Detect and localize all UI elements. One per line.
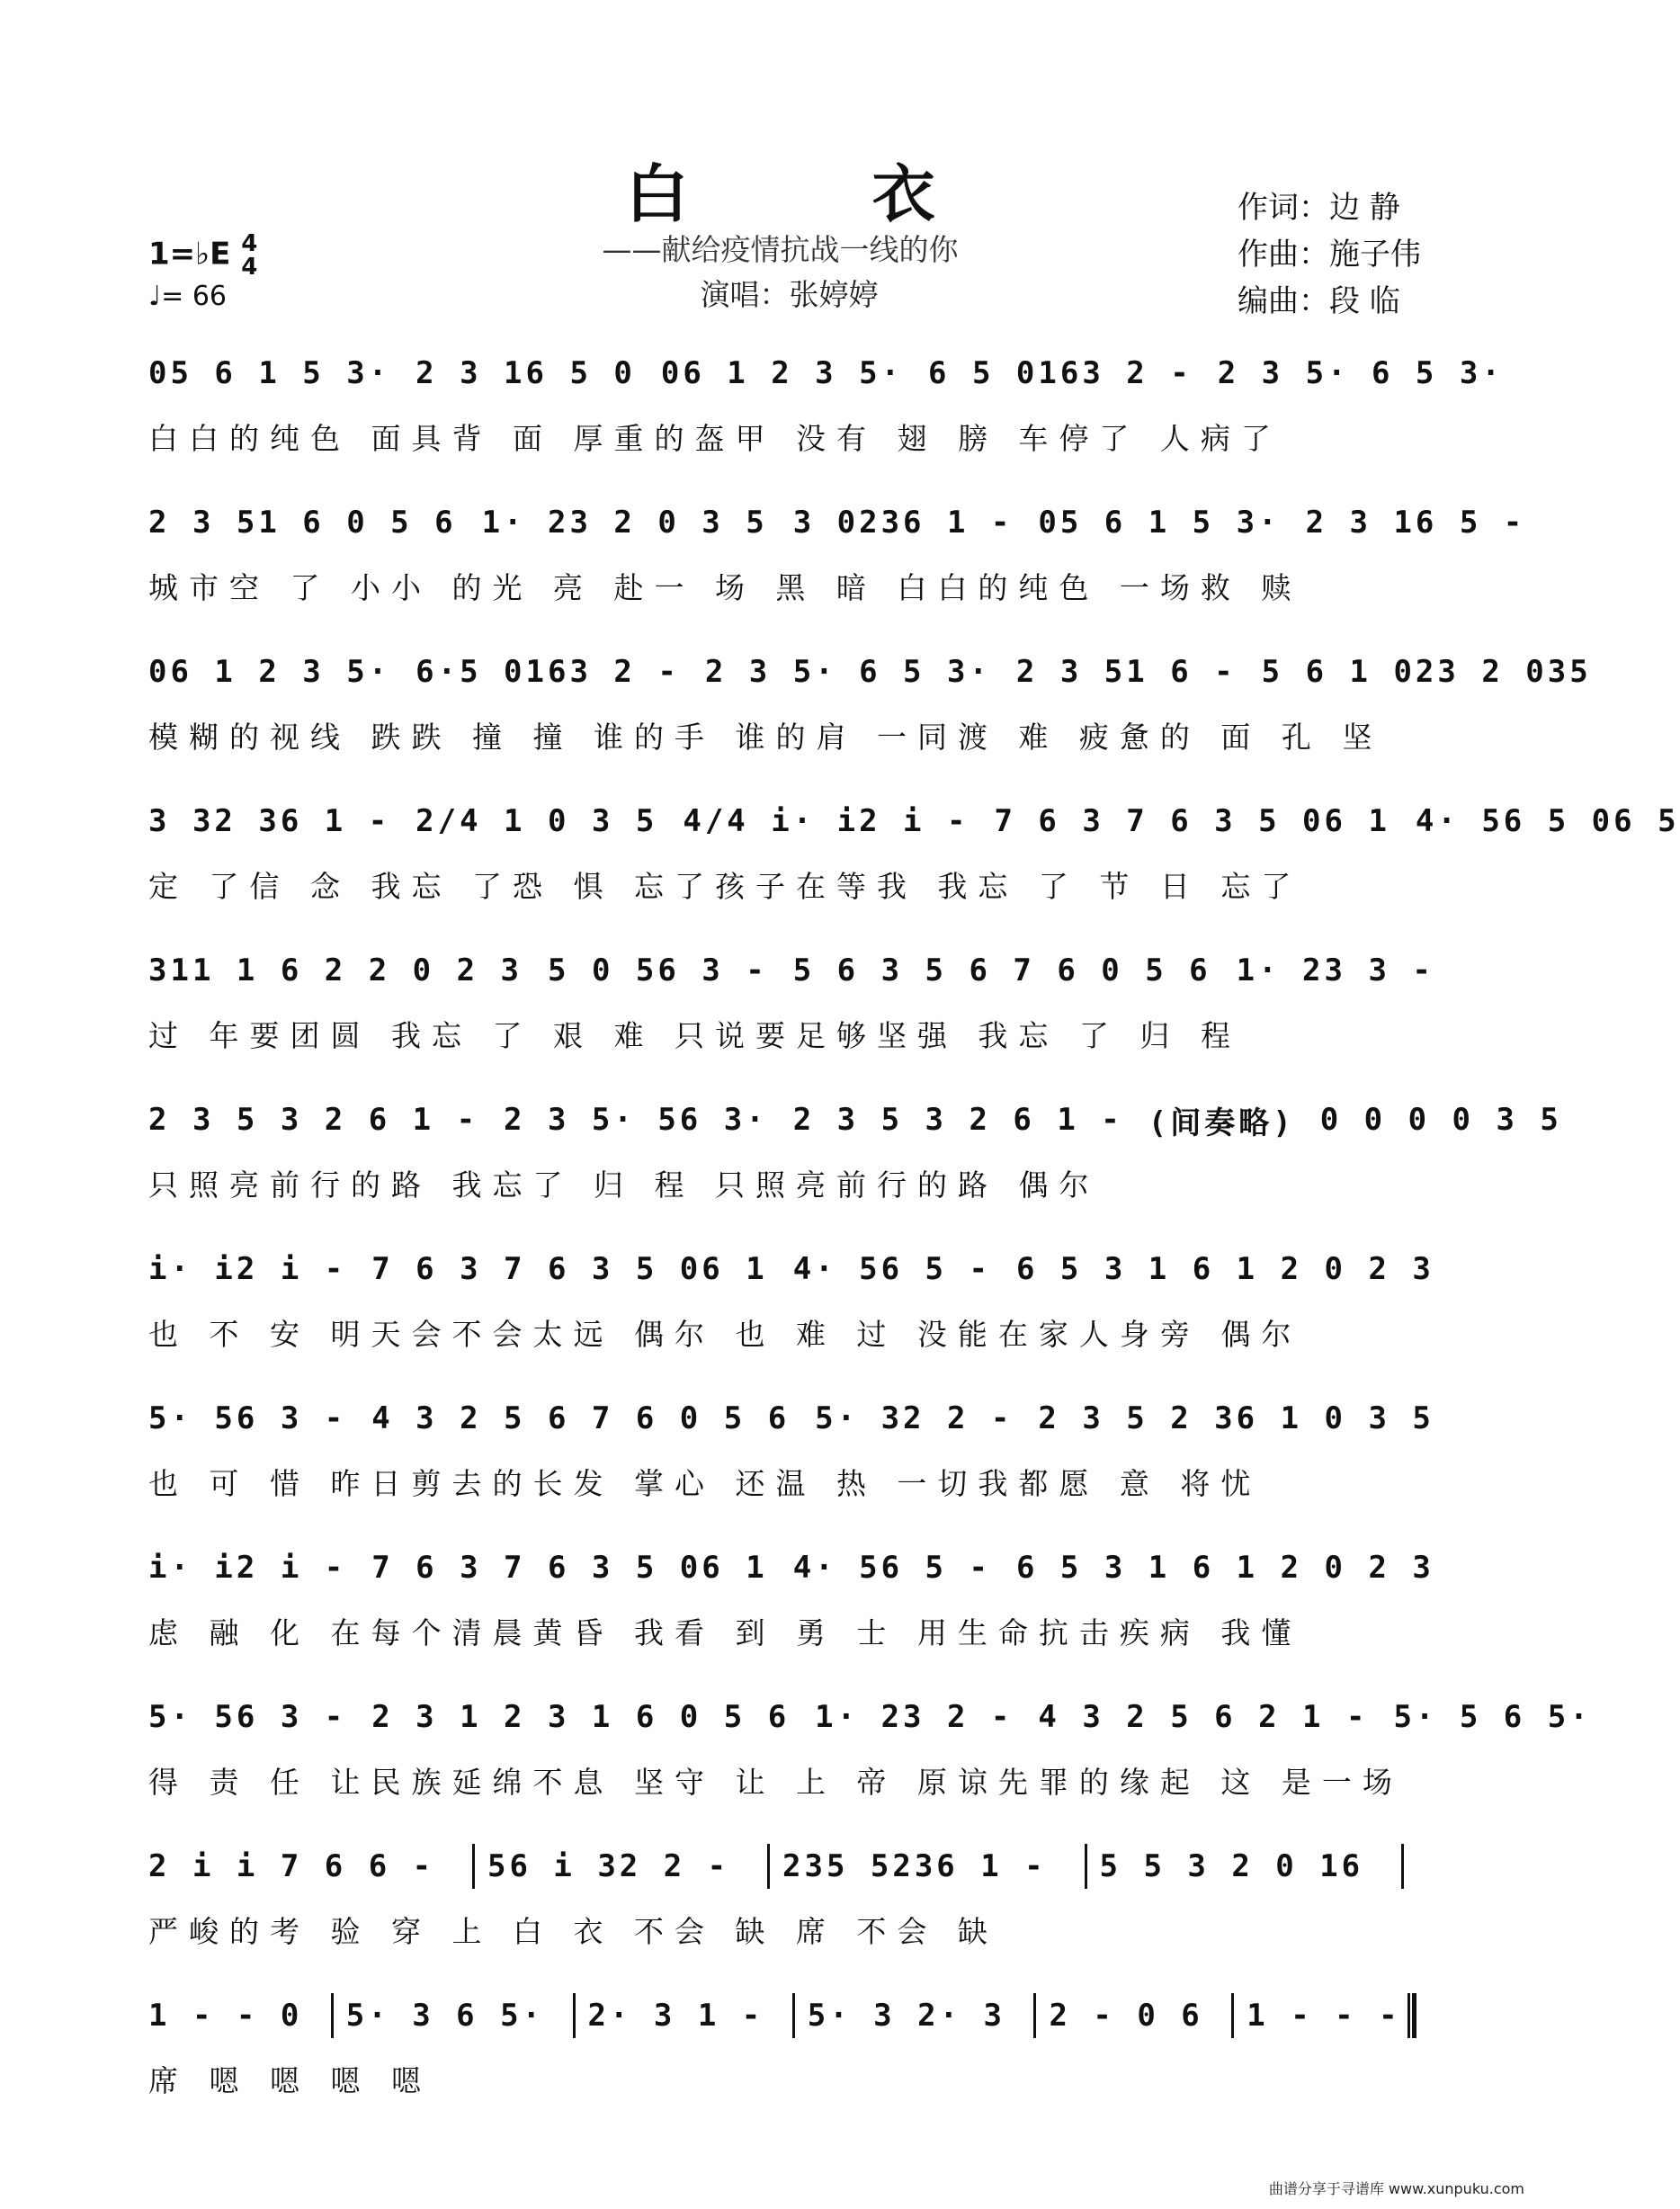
barline: [1033, 1993, 1036, 2038]
notation-line: [148, 1097, 1562, 1142]
measure: 6 5 0163 2 -: [928, 355, 1193, 391]
measure: 5· 3 2· 3: [807, 1998, 1005, 2034]
measure: 5· 32 2 -: [815, 1400, 1014, 1436]
measure: 1 - - 0: [148, 1998, 303, 2034]
measure: 56 i 32 2 -: [487, 1848, 730, 1884]
barline: [1085, 1844, 1087, 1889]
lyrics-line: 只照亮前行的路 我忘了 归 程 只照亮前行的路 偶尔: [148, 1167, 1100, 1203]
measure: 2 3 1 2 3 1 6 0 5 6: [371, 1699, 791, 1735]
lyrics-line: 也 可 惜 昨日剪去的长发 掌心 还温 热 一切我都愿 意 将忧: [148, 1466, 1262, 1501]
measure: 3 32 36 1 -: [148, 803, 391, 839]
measure: 1· 23 3 -: [1236, 952, 1434, 988]
notation-line: [148, 1993, 1416, 2038]
measure: 2 3 5 3 2 6 1 -: [148, 1102, 479, 1138]
measure: 6·5 0163 2 -: [416, 654, 680, 690]
lyricist-credit: 作词：边 静: [1238, 190, 1400, 226]
measure: 2· 3 1 -: [587, 1998, 764, 2034]
lyrics-line: 得 责 任 让民族延绵不息 坚守 让 上 帝 原谅先罪的缘起 这 是一场: [148, 1765, 1403, 1800]
measure: 2 3 5· 56 3·: [504, 1102, 768, 1138]
measure: 2 3 5· 6 5 3·: [704, 654, 991, 690]
lyrics-line: 也 不 安 明天会不会太远 偶尔 也 难 过 没能在家人身旁 偶尔: [148, 1317, 1302, 1352]
measure: 6 5 3 1 6 1 2 0 2 3: [1015, 1550, 1434, 1586]
notation-line: [148, 500, 1526, 545]
time-top: 4: [241, 230, 258, 257]
credits-block: [1238, 184, 1421, 325]
measure: 5· 56 3 -: [148, 1699, 347, 1735]
tempo-marking: ♩= 66: [148, 281, 227, 312]
measure: 7 6 3 7 6 3 5 06 1: [994, 803, 1390, 839]
notation-line: [148, 1396, 1434, 1441]
measure: 2 i i 7 6 6 -: [148, 1848, 435, 1884]
notation-line: [148, 1695, 1592, 1739]
measure: 06 1 2 3 5·: [148, 654, 391, 690]
measure: 311 1 6 2 2 0 2 3: [148, 952, 523, 988]
measure: 05 6 1 5 3·: [1038, 505, 1281, 541]
barline: [1231, 1993, 1234, 2038]
singer-credit: 演唱：张婷婷: [700, 277, 879, 312]
time-signature: [241, 232, 257, 279]
measure: 1· 23 2 0 3 5: [481, 505, 768, 541]
measure: 06 1 2 3 5·: [660, 355, 904, 391]
measure: 2 3 5 3 2 6 1 -: [792, 1102, 1123, 1138]
measure: (间奏略): [1148, 1104, 1295, 1141]
measure: 2 3 5· 6 5 3·: [1217, 355, 1504, 391]
barline: [472, 1844, 475, 1889]
measure: 5 0 56 3 -: [548, 952, 768, 988]
lyrics-line: 严峻的考 验 穿 上 白 衣 不会 缺 席 不会 缺: [148, 1914, 998, 1949]
key-label: 1=♭E: [148, 236, 231, 273]
notation-line: [148, 1545, 1434, 1590]
barline: [1401, 1844, 1404, 1889]
measure: 05 6 1 5 3·: [148, 355, 391, 391]
measure: 5· 5 6 5·: [1393, 1699, 1592, 1735]
measure: 5 6 3 5 6 7 6 0 5 6: [792, 952, 1211, 988]
measure: 2 3 5 2 36 1 0 3 5: [1038, 1400, 1434, 1436]
measure: 2 3 16 5 0: [416, 355, 636, 391]
measure: 7 6 3 7 6 3 5 06 1: [371, 1550, 768, 1586]
notation-line: [148, 948, 1434, 993]
measure: 5· 56 3 -: [148, 1400, 347, 1436]
measure: 4 3 2 5 6 7 6 0 5 6: [371, 1400, 791, 1436]
measure: 5· 3 6 5·: [345, 1998, 545, 2034]
notation-line: [148, 649, 1592, 694]
lyrics-line: 过 年要团圆 我忘 了 艰 难 只说要足够坚强 我忘 了 归 程: [148, 1018, 1241, 1053]
measure: 2/4 1 0 3 5: [416, 803, 658, 839]
measure: 6 5 3 1 6 1 2 0 2 3: [1015, 1251, 1434, 1287]
composer-credit: 作曲：施子伟: [1238, 237, 1421, 273]
measure: 2 3 51 6 0 5 6: [148, 505, 457, 541]
time-bottom: 4: [241, 254, 258, 281]
measure: 2 3 51 6 -: [1015, 654, 1237, 690]
lyrics-line: 虑 融 化 在每个清晨黄昏 我看 到 勇 士 用生命抗击疾病 我懂: [148, 1615, 1302, 1650]
measure: 2 3 16 5 -: [1305, 505, 1526, 541]
notation-line: [148, 1247, 1434, 1292]
measure: 4/4 i· i2 i -: [683, 803, 970, 839]
measure: 4· 56 5 06 5: [1415, 803, 1680, 839]
notation-line: [148, 351, 1504, 396]
measure: i· i2 i -: [148, 1251, 347, 1287]
song-title: 白 衣: [625, 157, 1016, 231]
footer-watermark: 曲谱分享于寻谱库 www.xunpuku.com: [1268, 2180, 1524, 2197]
key-signature: [148, 232, 257, 279]
lyrics-line: 城市空 了 小小 的光 亮 赴一 场 黑 暗 白白的纯色 一场救 赎: [148, 570, 1302, 605]
measure: i· i2 i -: [148, 1550, 347, 1586]
notation-line: [148, 799, 1680, 844]
measure: 1· 23 2 -: [815, 1699, 1014, 1735]
barline: [573, 1993, 576, 2038]
lyrics-line: 席 嗯 嗯 嗯 嗯: [148, 2063, 432, 2098]
measure: 1 - - -: [1247, 1998, 1401, 2034]
measure: 4· 56 5 -: [792, 1550, 991, 1586]
measure: 0 0 0 0 3 5: [1319, 1102, 1562, 1138]
measure: 7 6 3 7 6 3 5 06 1: [371, 1251, 768, 1287]
barline: [767, 1844, 770, 1889]
arranger-credit: 编曲：段 临: [1238, 283, 1400, 319]
measure: 4· 56 5 -: [792, 1251, 991, 1287]
barline: [331, 1993, 334, 2038]
measure: 5 6 1 023 2 035: [1261, 654, 1592, 690]
measure: 5 5 3 2 0 16: [1099, 1848, 1364, 1884]
notation-line: [148, 1844, 1416, 1889]
lyrics-line: 定 了信 念 我忘 了恐 惧 忘了孩子在等我 我忘 了 节 日 忘了: [148, 869, 1302, 904]
measure: 235 5236 1 -: [782, 1848, 1047, 1884]
measure: 3 0236 1 -: [792, 505, 1014, 541]
measure: 4 3 2 5 6 2 1 -: [1038, 1699, 1369, 1735]
barline: [792, 1993, 795, 2038]
measure: 2 - 0 6: [1049, 1998, 1203, 2034]
lyrics-line: 白白的纯色 面具背 面 厚重的盔甲 没有 翅 膀 车停了 人病了: [148, 421, 1282, 456]
song-subtitle: ——献给疫情抗战一线的你: [602, 232, 959, 267]
lyrics-line: 模糊的视线 跌跌 撞 撞 谁的手 谁的肩 一同渡 难 疲惫的 面 孔 坚: [148, 720, 1383, 755]
